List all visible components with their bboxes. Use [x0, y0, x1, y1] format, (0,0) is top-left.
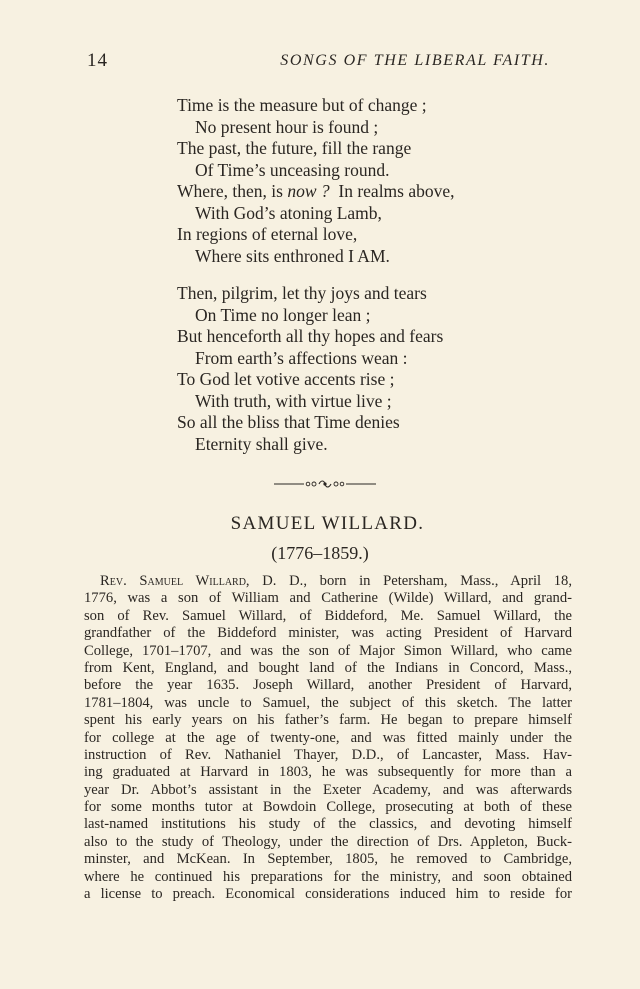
- poem-line: So all the bliss that Time denies: [177, 412, 400, 432]
- poem-line: Where sits enthroned I AM.: [195, 245, 390, 266]
- poem-line: From earth’s affections wean :: [195, 347, 408, 368]
- text-line: before the year 1635. Joseph Willard, another President of Harvard,: [84, 677, 572, 694]
- text-line: 1781–1804, was uncle to Samuel, the subject of this sketch. The latter: [84, 694, 572, 711]
- poem-line: Then, pilgrim, let thy joys and tears: [177, 283, 427, 303]
- text-line: College, 1701–1707, and was the son of Major Simon Willard, who came: [84, 642, 572, 659]
- poem-line: The past, the future, fill the range: [177, 138, 412, 158]
- poem-line: In regions of eternal love,: [177, 224, 358, 244]
- text-line: spent his early years on his father’s farm. He began to prepare himself: [84, 712, 572, 729]
- poem-line: But henceforth all thy hopes and fears: [177, 326, 444, 346]
- poem-line: To God let votive accents rise ;: [177, 369, 395, 389]
- poem-stanza-1: [177, 95, 455, 267]
- text-line: ing graduated at Harvard in 1803, he was subsequently for more than a: [84, 764, 572, 781]
- text-line: where he continued his preparations for the ministry, and soon obtained: [84, 868, 572, 885]
- text-line: grandfather of the Biddeford minister, was acting President of Harvard: [84, 625, 572, 642]
- poem-line: With truth, with virtue live ;: [195, 390, 392, 411]
- poem-line: Of Time’s unceasing round.: [195, 159, 390, 180]
- poem-line: With God’s atoning Lamb,: [195, 202, 382, 223]
- poem-line: Time is the measure but of change ;: [177, 95, 427, 115]
- poem-line-part: Where, then, is: [177, 181, 283, 201]
- text-line: last-named institutions his study of the classics, and devoting himself: [84, 816, 572, 833]
- text-line-part: D. D., born in Petersham, Mass., April 18,: [249, 573, 572, 589]
- poem-stanza-2: [177, 283, 443, 455]
- text-line: son of Rev. Samuel Willard, of Biddeford, Me. Samuel Willard, the: [84, 607, 572, 624]
- poem-line: On Time no longer lean ;: [195, 304, 371, 325]
- page-header: [87, 50, 550, 74]
- life-dates: (1776–1859.): [271, 543, 369, 563]
- text-line: for college at the age of twenty-one, and was fitted mainly under the: [84, 729, 572, 746]
- poem-line: No present hour is found ;: [195, 116, 379, 137]
- poem-line-part: In realms above,: [338, 181, 455, 201]
- section-divider-ornament: [270, 477, 380, 491]
- text-line: instruction of Rev. Nathaniel Thayer, D.D., of Lancaster, Mass. Hav-: [84, 746, 572, 763]
- text-line: also to the study of Theology, under the direction of Drs. Appleton, Buck-: [84, 833, 572, 850]
- text-line: minster, and McKean. In September, 1805, he removed to Cambridge,: [84, 851, 572, 868]
- lead-name: Rev. Samuel Willard,: [100, 573, 250, 589]
- poem-line: [177, 181, 455, 203]
- page-number: 14: [87, 50, 108, 71]
- poem-line: Eternity shall give.: [195, 433, 328, 454]
- poem-emphasis: now ?: [287, 181, 330, 201]
- section-title: SAMUEL WILLARD.: [230, 513, 425, 534]
- text-line: from Kent, England, and bought land of the Indians in Concord, Mass.,: [84, 659, 572, 676]
- running-title: SONGS OF THE LIBERAL FAITH.: [280, 52, 550, 69]
- biography-text: [84, 573, 572, 903]
- text-line: a license to preach. Economical considerations induced him to reside for: [84, 886, 572, 903]
- text-line: year Dr. Abbot’s assistant in the Exeter Academy, and was afterwards: [84, 781, 572, 798]
- text-line: [84, 573, 572, 590]
- text-line: 1776, was a son of William and Catherine (Wilde) Willard, and grand-: [84, 590, 572, 607]
- text-line: for some months tutor at Bowdoin College, prosecuting at both of these: [84, 799, 572, 816]
